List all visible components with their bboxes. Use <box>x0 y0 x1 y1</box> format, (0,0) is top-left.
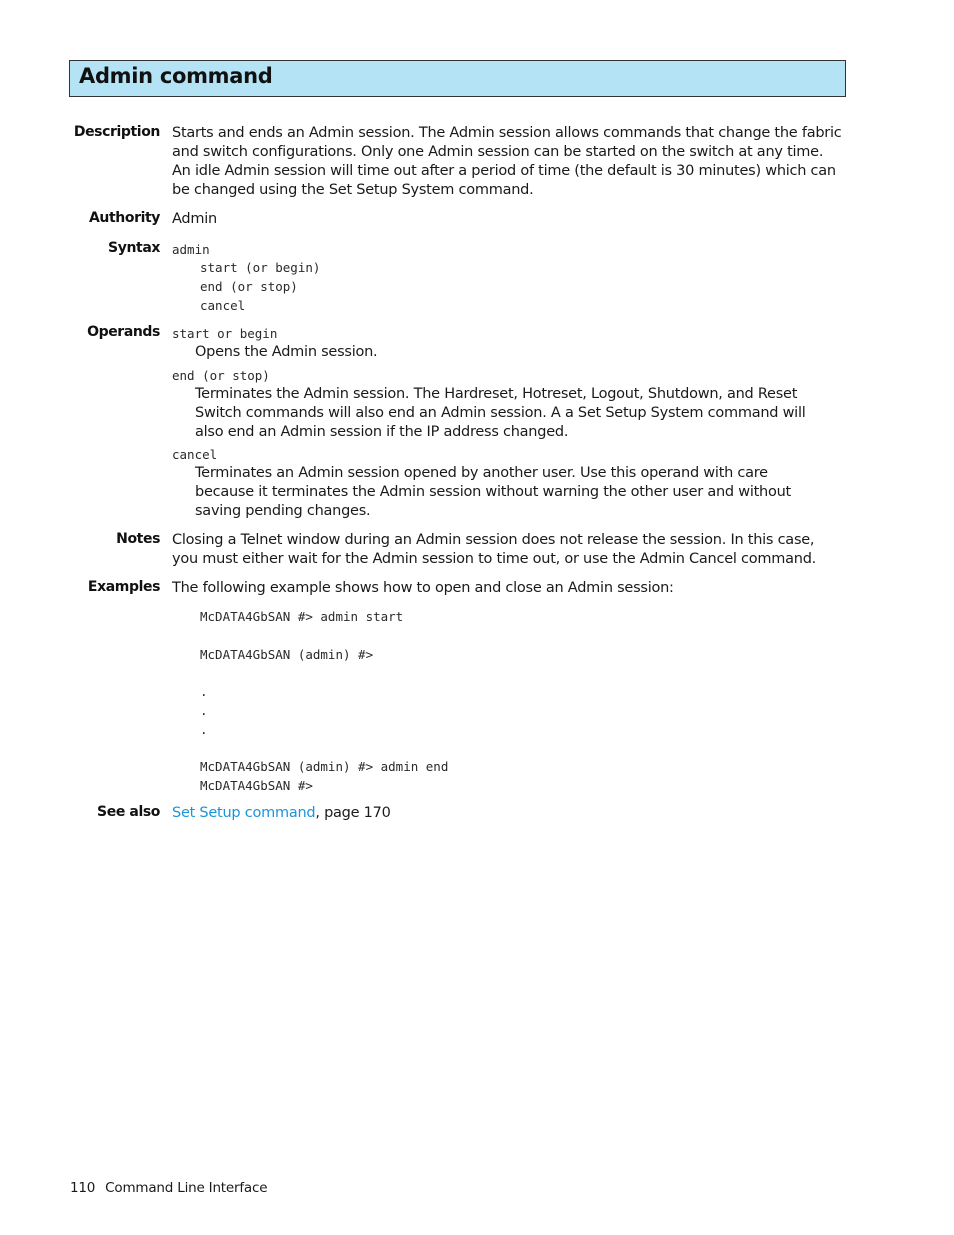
syntax-option: end (or stop) <box>200 279 298 294</box>
description-label: Description <box>73 124 160 140</box>
see-also-text <box>172 804 844 823</box>
operands-label: Operands <box>87 324 160 340</box>
example-code-line: . <box>200 684 208 699</box>
example-code-line: . <box>200 722 208 737</box>
notes-label: Notes <box>116 531 160 547</box>
footer-section-name: Command Line Interface <box>105 1180 268 1196</box>
see-also-page-ref: , page 170 <box>315 805 391 821</box>
section-title-bar <box>69 60 846 97</box>
syntax-option: cancel <box>200 298 246 313</box>
operand-name: cancel <box>172 447 218 462</box>
example-code-line: McDATA4GbSAN (admin) #> <box>200 647 374 662</box>
examples-label: Examples <box>87 579 160 595</box>
syntax-label: Syntax <box>108 240 160 256</box>
page-title: Admin command <box>79 64 273 88</box>
operand-description: Terminates the Admin session. The Hardreset, Hotreset, Logout, Shutdown, and Reset Switch commands will also end an Admin session. A a Set Setup System command will also end an Admin session if the IP address changed. <box>195 386 806 440</box>
operand-description: Terminates an Admin session opened by another user. Use this operand with care because it terminates the Admin session without warning the other user and without saving pending changes. <box>195 465 791 519</box>
syntax-option: start (or begin) <box>200 260 321 275</box>
see-also-label: See also <box>97 804 160 820</box>
description-text: Starts and ends an Admin session. The Admin session allows commands that change the fabric and switch configurations. Only one Admin session can be started on the switch at any time. An idle Admin session will time out after a period of time (the default is 30 minutes) which can be changed using the Set Setup System command. <box>172 125 842 198</box>
authority-text: Admin <box>172 211 217 227</box>
syntax-command: admin <box>172 242 210 257</box>
authority-label: Authority <box>88 210 160 226</box>
example-code-line: McDATA4GbSAN #> <box>200 778 313 793</box>
example-code-line: McDATA4GbSAN #> admin start <box>200 609 404 624</box>
example-code-line: McDATA4GbSAN (admin) #> admin end <box>200 759 449 774</box>
example-code-line: . <box>200 703 208 718</box>
page-number: 110 <box>70 1180 96 1196</box>
examples-intro: The following example shows how to open and close an Admin session: <box>172 580 674 596</box>
page-footer <box>70 1180 267 1196</box>
notes-text: Closing a Telnet window during an Admin session does not release the session. In this case, you must either wait for the Admin session to time out, or use the Admin Cancel command. <box>172 532 817 567</box>
operand-name: start or begin <box>172 326 278 341</box>
operand-description: Opens the Admin session. <box>195 344 378 360</box>
set-setup-command-link[interactable]: Set Setup command <box>172 805 316 821</box>
operand-name: end (or stop) <box>172 368 270 383</box>
